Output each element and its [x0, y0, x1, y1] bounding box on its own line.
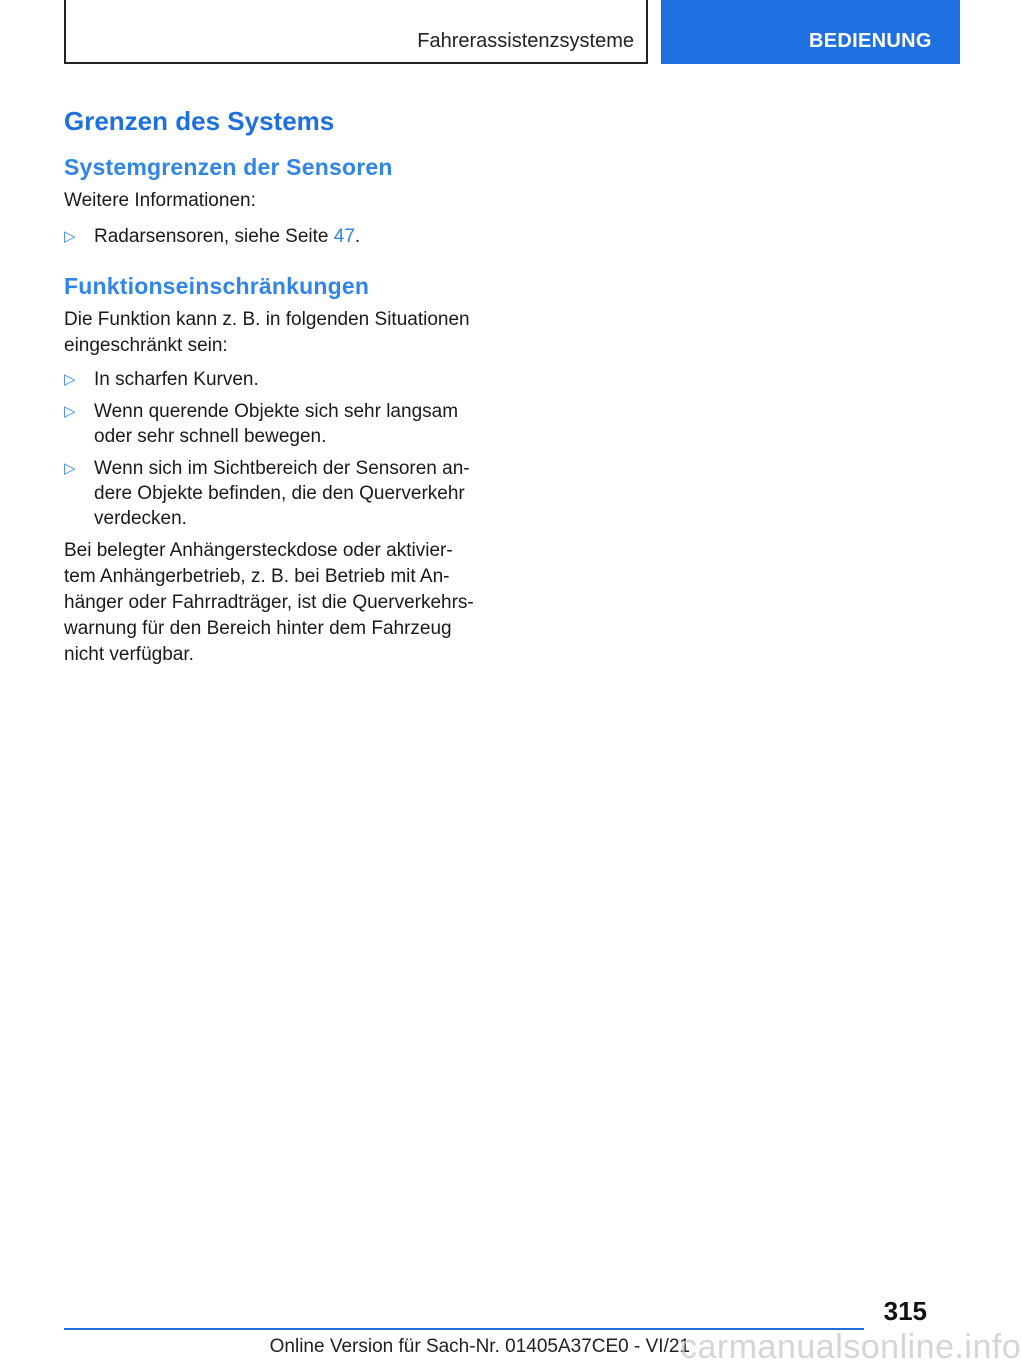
- main-heading: Grenzen des Systems: [64, 106, 335, 136]
- list-item-text: In scharfen Kurven.: [94, 369, 259, 390]
- page-number: 315: [883, 1296, 927, 1326]
- list-item: [64, 367, 484, 392]
- list-item: [64, 224, 484, 249]
- list-item-text: Radarsensoren, siehe Seite: [94, 226, 334, 247]
- list-item-text: Wenn sich im Sichtbereich der Sensoren an-dere Objekte befinden, die den Querverkehr verdecken.: [94, 458, 470, 529]
- section1-intro: Weitere Informationen:: [64, 190, 256, 211]
- triangle-right-outline-icon: ▷: [64, 403, 76, 420]
- list-item-suffix: .: [354, 226, 361, 247]
- section2-heading: Funktionseinschränkungen: [64, 273, 370, 299]
- triangle-right-outline-icon: ▷: [64, 371, 76, 388]
- watermark: carmanualsonline.info: [680, 1328, 1021, 1366]
- chapter-title: Fahrerassistenzsysteme: [417, 30, 634, 52]
- section-tab: [661, 0, 960, 64]
- section1-list: [64, 224, 484, 249]
- section2-intro: Die Funktion kann z. B. in folgenden Situationen eingeschränkt sein:: [64, 309, 470, 356]
- page-reference-link[interactable]: 47: [333, 226, 355, 247]
- list-item: [64, 399, 484, 449]
- header-chapter-box: [64, 0, 648, 64]
- page-content: [64, 104, 484, 668]
- triangle-right-outline-icon: ▷: [64, 228, 76, 245]
- section1-heading: Systemgrenzen der Sensoren: [64, 154, 393, 180]
- list-item: [64, 456, 484, 531]
- edition-note: Online Version für Sach-Nr. 01405A37CE0 - VI/21: [269, 1336, 690, 1357]
- section2-paragraph: Bei belegter Anhängersteckdose oder aktivier-tem Anhängerbetrieb, z. B. bei Betrieb mit An-hänger oder Fahrradträger, ist die Querverkehrs-warnung für den Bereich hinter dem Fahrzeug nicht verfügbar.: [64, 540, 474, 665]
- section2-list: [64, 367, 484, 531]
- list-item-text: Wenn querende Objekte sich sehr langsam oder sehr schnell bewegen.: [94, 401, 459, 447]
- triangle-right-outline-icon: ▷: [64, 460, 76, 477]
- section-label: BEDIENUNG: [809, 30, 932, 52]
